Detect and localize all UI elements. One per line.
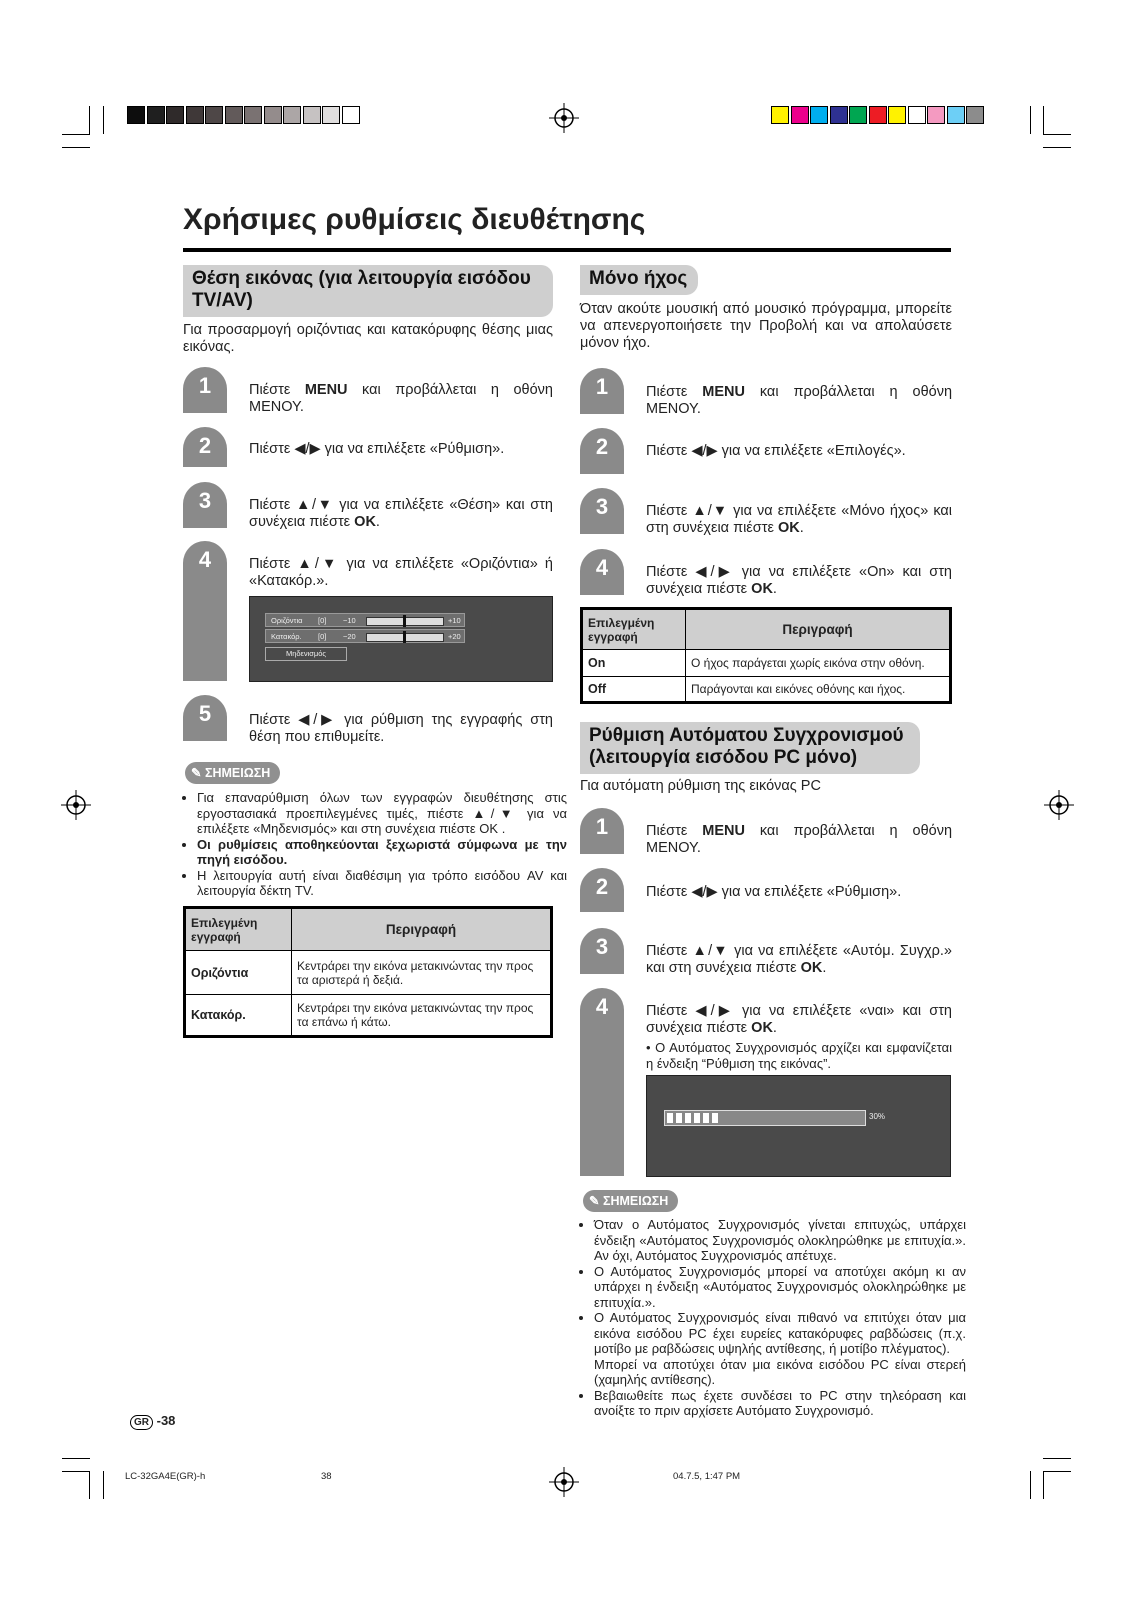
- crop-mark: [62, 1471, 90, 1472]
- table-row: [185, 995, 552, 1037]
- step-text: Πιέστε ◀/▶ για να επιλέξετε «On» και στη συνέχεια πιέστε OK.: [646, 564, 952, 597]
- calibration-swatch: [166, 106, 184, 124]
- step-badge: 4: [580, 549, 624, 595]
- progress-segment: [685, 1113, 691, 1123]
- step-badge: 3: [580, 488, 624, 534]
- calibration-swatch: [303, 106, 321, 124]
- osd-slider-horizontal: [366, 617, 444, 626]
- pencil-icon: ✎: [191, 766, 205, 780]
- note-item: • Οι ρυθμίσεις αποθηκεύονται ξεχωριστά σύμφωνα με την πηγή εισόδου.: [197, 837, 567, 868]
- calibration-swatch: [869, 106, 887, 124]
- crop-mark: [1030, 1471, 1031, 1499]
- step-text: Πιέστε ▲/▼ για να επιλέξετε «Αυτόμ. Συγχρ.» και στη συνέχεια πιέστε OK.: [646, 943, 952, 976]
- progress-segment: [667, 1113, 673, 1123]
- table-cell-key: Off: [582, 677, 686, 703]
- crop-mark: [1043, 1458, 1071, 1459]
- crop-mark: [1030, 106, 1031, 134]
- step-sub-bullet: • Ο Αυτόματος Συγχρονισμός αρχίζει και εμφανίζεται η ένδειξη “Ρύθμιση της εικόνας”.: [646, 1040, 952, 1071]
- calibration-swatch: [283, 106, 301, 124]
- note-list: [183, 790, 567, 899]
- osd-row-vertical: [265, 629, 465, 643]
- osd-row-value: [0]: [318, 632, 327, 641]
- step-badge: 3: [183, 482, 227, 528]
- table-header-item: Επιλεγμένη εγγραφή: [582, 609, 686, 650]
- progress-segment: [694, 1113, 700, 1123]
- step-text: Πιέστε ◀/▶ για να επιλέξετε «Ρύθμιση».: [646, 884, 902, 900]
- calibration-swatch: [908, 106, 926, 124]
- title-rule: [183, 248, 951, 252]
- table-cell-value: Κεντράρει την εικόνα μετακινώντας την προς τα αριστερά ή δεξιά.: [292, 951, 552, 995]
- osd-slider-thumb: [403, 631, 406, 643]
- bullet-icon: •: [646, 1040, 656, 1055]
- crop-mark: [1043, 134, 1071, 135]
- osd-row-label: Οριζόντια: [271, 616, 303, 625]
- table-cell-key: Κατακόρ.: [185, 995, 292, 1037]
- crop-mark: [62, 1458, 90, 1459]
- osd-row-max: +20: [448, 632, 461, 641]
- osd-row-min: −10: [343, 616, 356, 625]
- pencil-icon: ✎: [589, 1194, 603, 1208]
- calibration-swatch: [830, 106, 848, 124]
- step-badge: 1: [580, 368, 624, 414]
- step-badge: 2: [580, 868, 624, 912]
- step-badge: 4: [580, 988, 624, 1176]
- note-item: • Για επαναρύθμιση όλων των εγγραφών διευθέτησης στις εργοστασιακά προεπιλεγμένες τιμές, πιέστε ▲/▼ για να επιλέξετε «Μηδενισμός» και στη συνέχεια πιέστε OK .: [197, 790, 567, 837]
- page-title: Χρήσιμες ρυθμίσεις διευθέτησης: [183, 203, 646, 236]
- note-badge: ✎ ΣΗΜΕΙΩΣΗ: [583, 1190, 678, 1212]
- page-number: GR -38: [130, 1413, 175, 1430]
- table-row: [185, 951, 552, 995]
- table-cell-key: On: [582, 650, 686, 677]
- note-list: [580, 1217, 966, 1419]
- crop-mark: [103, 1471, 104, 1499]
- step-text: Πιέστε ◀/▶ για να επιλέξετε «Ρύθμιση».: [249, 441, 505, 457]
- calibration-swatch: [225, 106, 243, 124]
- table-header-description: Περιγραφή: [292, 908, 552, 951]
- table-header-item: Επιλεγμένη εγγραφή: [185, 908, 292, 951]
- step-badge: 5: [183, 695, 227, 741]
- progress-segment: [712, 1113, 718, 1123]
- registration-mark-right: [1044, 790, 1074, 820]
- step-text: Πιέστε ◀/▶ για ρύθμιση της εγγραφής στη θέση που επιθυμείτε.: [249, 712, 553, 745]
- table-cell-value: Κεντράρει την εικόνα μετακινώντας την προς τα επάνω ή κάτω.: [292, 995, 552, 1037]
- calibration-swatch: [966, 106, 984, 124]
- note-badge: ✎ ΣΗΜΕΙΩΣΗ: [185, 762, 280, 784]
- calibration-swatch: [127, 106, 145, 124]
- step-text: Πιέστε ▲/▼ για να επιλέξετε «Μόνο ήχος» και στη συνέχεια πιέστε OK.: [646, 503, 952, 536]
- table-cell-value: Ο ήχος παράγεται χωρίς εικόνα στην οθόνη.: [686, 650, 951, 677]
- table-row: [582, 650, 951, 677]
- osd-reset-item: Μηδενισμός: [265, 647, 347, 661]
- crop-mark: [1043, 106, 1044, 134]
- step-badge: 3: [580, 928, 624, 974]
- step-text: Πιέστε ▲/▼ για να επιλέξετε «Οριζόντια» ή «Κατακόρ.».: [249, 556, 553, 589]
- note-item: • Βεβαιωθείτε πως έχετε συνδέσει το PC στην τηλεόραση και ανοίξτε το πριν αρχίσετε Αυτόματο Συγχρονισμό.: [594, 1388, 966, 1419]
- registration-mark-bottom: [549, 1467, 579, 1497]
- section-title-picture-position: Θέση εικόνας (για λειτουργία εισόδου TV/AV): [183, 265, 553, 317]
- calibration-swatch: [186, 106, 204, 124]
- osd-slider-vertical: [366, 633, 444, 642]
- progress-segment: [676, 1113, 682, 1123]
- calibration-swatch: [322, 106, 340, 124]
- calibration-swatch: [947, 106, 965, 124]
- registration-mark-left: [61, 790, 91, 820]
- crop-mark: [1043, 1471, 1071, 1472]
- calibration-swatch: [244, 106, 262, 124]
- crop-mark: [89, 1471, 90, 1499]
- progress-fill: [665, 1111, 725, 1125]
- auto-sync-progress-screen: [646, 1075, 951, 1177]
- calibration-swatch: [791, 106, 809, 124]
- progress-bar: [664, 1110, 866, 1126]
- calibration-swatch: [147, 106, 165, 124]
- intro-audio-only: Όταν ακούτε μουσική από μουσικό πρόγραμμα, μπορείτε να απενεργοποιήσετε την Προβολή και να απολαύσετε μόνον ήχο.: [580, 301, 952, 351]
- audio-only-description-table: [580, 607, 952, 704]
- crop-mark: [1043, 147, 1071, 148]
- crop-mark: [1043, 1471, 1044, 1499]
- calibration-swatch: [888, 106, 906, 124]
- progress-label: 30%: [869, 1112, 886, 1121]
- osd-slider-thumb: [403, 615, 406, 627]
- osd-position-screen: [249, 596, 553, 682]
- step-text: Πιέστε MENU και προβάλλεται η οθόνη ΜΕΝΟΥ.: [646, 384, 953, 417]
- osd-row-horizontal: [265, 613, 465, 627]
- note-continuation: Μπορεί να αποτύχει όταν μια εικόνα εισόδου PC είναι στερεή (χαμηλής αντίθεσης).: [594, 1356, 966, 1387]
- step-badge: 1: [183, 367, 227, 413]
- section-title-audio-only: Μόνο ήχος: [580, 265, 698, 295]
- osd-row-max: +10: [448, 616, 461, 625]
- osd-panel: [265, 613, 465, 663]
- intro-auto-sync: Για αυτόματη ρύθμιση της εικόνας PC: [580, 778, 821, 794]
- osd-row-label: Κατακόρ.: [271, 632, 302, 641]
- osd-row-min: −20: [343, 632, 356, 641]
- calibration-swatch: [342, 106, 360, 124]
- step-badge: 1: [580, 808, 624, 854]
- footer-file-name: LC-32GA4E(GR)-h: [125, 1471, 206, 1482]
- position-description-table: [183, 906, 553, 1038]
- calibration-swatch: [264, 106, 282, 124]
- step-text: Πιέστε MENU και προβάλλεται η οθόνη ΜΕΝΟΥ.: [249, 382, 553, 415]
- calibration-swatch: [771, 106, 789, 124]
- language-badge: GR: [130, 1415, 153, 1430]
- crop-mark: [89, 106, 90, 134]
- calibration-swatch: [205, 106, 223, 124]
- table-header-description: Περιγραφή: [686, 609, 951, 650]
- registration-mark-top: [549, 103, 579, 133]
- note-item: • Ο Αυτόματος Συγχρονισμός μπορεί να αποτύχει ακόμη κι αν υπάρχει η ένδειξη «Αυτόματος Συγχρονισμός ολοκληρώθηκε με επιτυχία.».: [594, 1264, 966, 1311]
- crop-mark: [103, 106, 104, 134]
- step-text: Πιέστε ◀/▶ για να επιλέξετε «Επιλογές».: [646, 443, 906, 459]
- intro-picture-position: Για προσαρμογή οριζόντιας και κατακόρυφης θέσης μιας εικόνας.: [183, 322, 553, 355]
- step-badge: 4: [183, 541, 227, 681]
- crop-mark: [62, 147, 90, 148]
- step-badge: 2: [183, 427, 227, 467]
- calibration-swatch: [849, 106, 867, 124]
- table-cell-value: Παράγονται και εικόνες οθόνης και ήχος.: [686, 677, 951, 703]
- note-item: • Ο Αυτόματος Συγχρονισμός είναι πιθανό να επιτύχει όταν μια εικόνα εισόδου PC έχει ευρείες κατακόρυφες ραβδώσεις (π.χ. μοτίβο με ραβδώσεις υψηλής αντίθεσης, ή μοτίβο πλέγματος). Μπορεί να αποτύχει όταν μια εικόνα εισόδου PC είναι στερεή (χαμηλής αντίθεσης).: [594, 1310, 966, 1388]
- calibration-swatch: [927, 106, 945, 124]
- step-text: Πιέστε MENU και προβάλλεται η οθόνη ΜΕΝΟΥ.: [646, 823, 953, 856]
- footer-timestamp: 04.7.5, 1:47 PM: [673, 1471, 741, 1482]
- progress-segment: [703, 1113, 709, 1123]
- footer-page: 38: [321, 1471, 332, 1482]
- osd-row-value: [0]: [318, 616, 327, 625]
- table-row: [582, 677, 951, 703]
- table-cell-key: Οριζόντια: [185, 951, 292, 995]
- note-item: • Η λειτουργία αυτή είναι διαθέσιμη για τρόπο εισόδου AV και λειτουργία δέκτη TV.: [197, 868, 567, 899]
- note-item: • Όταν ο Αυτόματος Συγχρονισμός γίνεται επιτυχώς, υπάρχει ένδειξη «Αυτόματος Συγχρονισμός ολοκληρώθηκε με επιτυχία.». Αν όχι, Αυτόματος Συγχρονισμός απέτυχε.: [594, 1217, 966, 1264]
- section-title-auto-sync: Ρύθμιση Αυτόματου Συγχρονισμού (λειτουργία εισόδου PC μόνο): [580, 722, 920, 774]
- step-text: Πιέστε ▲/▼ για να επιλέξετε «Θέση» και στη συνέχεια πιέστε OK.: [249, 497, 553, 530]
- crop-mark: [62, 134, 90, 135]
- step-text: Πιέστε ◀/▶ για να επιλέξετε «ναι» και στη συνέχεια πιέστε OK.: [646, 1003, 952, 1036]
- calibration-swatch: [810, 106, 828, 124]
- step-badge: 2: [580, 428, 624, 474]
